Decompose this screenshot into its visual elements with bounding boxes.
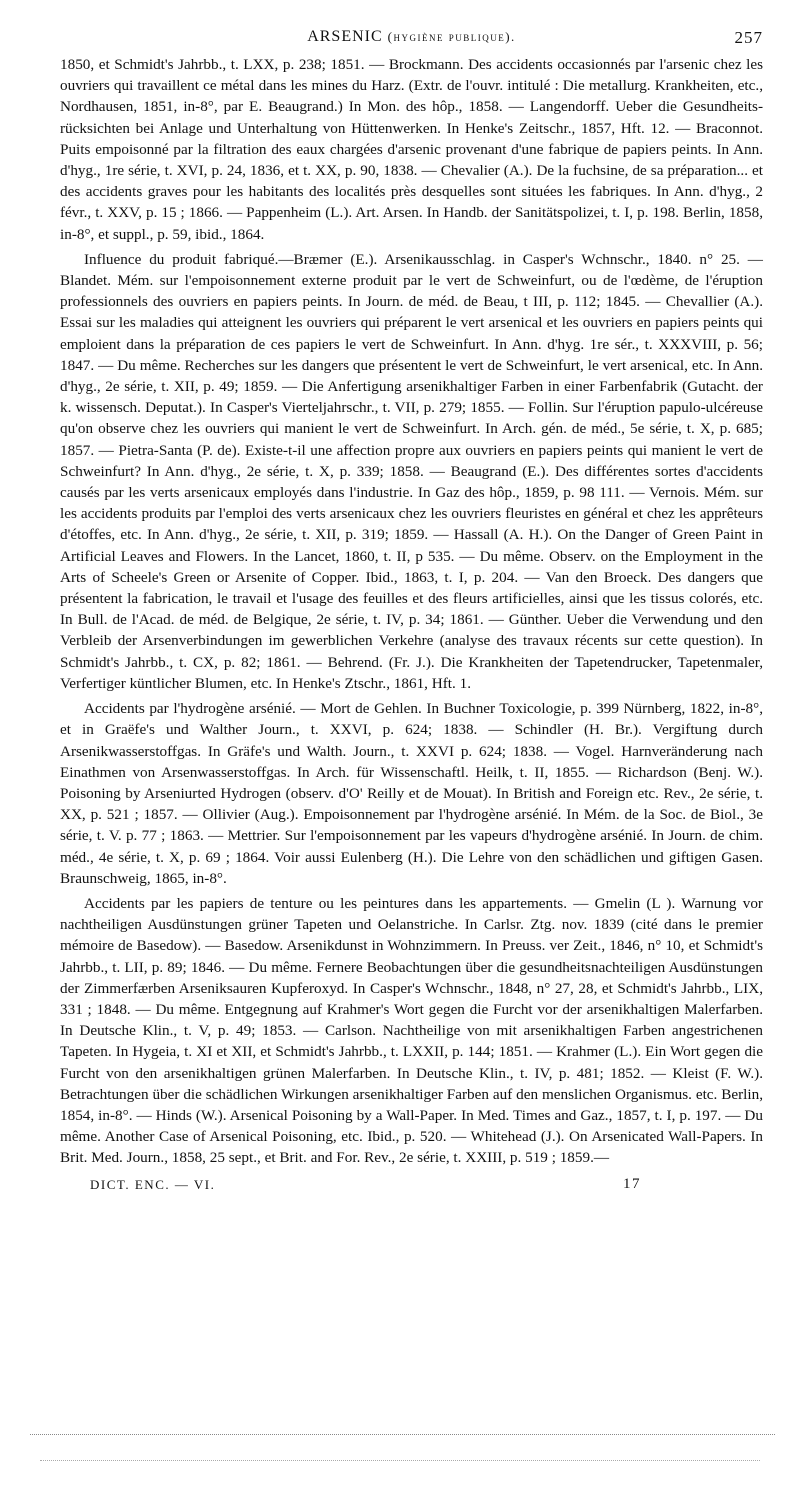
page-footer bbox=[60, 1177, 763, 1201]
running-title-sub: (hygiène publique). bbox=[387, 29, 516, 44]
running-title bbox=[60, 28, 763, 46]
page-number: 257 bbox=[734, 28, 763, 47]
scan-dotted-rule bbox=[30, 1434, 775, 1435]
scan-dotted-rule-lower bbox=[40, 1460, 760, 1461]
sheet-number: 17 bbox=[623, 1175, 641, 1192]
paragraph-produit-fabrique: Influence du produit fabriqué.—Bræmer (E.). Arsenikausschlag. in Casper's Wchnschr., 1840. n° 25. — Blandet. Mém. sur l'empoisonnement externe produit par le vert de Schweinfurt, ou de l'œdème, de l'éruption professionnels des ouvriers en papiers peints. In Journ. de méd. de Beau, t III, p. 112; 1845. — Chevallier (A.). Essai sur les maladies qui atteignent les ouvriers qui préparent le vert arsenical et les ouvriers en papiers peints qui emploient dans la préparation de ces papiers le vert de Schweinfurt. In Ann. d'hyg. 1re sér., t. XXXVIII, p. 56; 1847. — Du même. Recherches sur les dangers que présentent le vert de Schweinfurt, le vert arsenical, etc. In Ann. d'hyg., 2e série, t. XII, p. 49; 1859. — Die Anfertigung arsenikhaltiger Farben in einer Farbenfabrik (Gutacht. der k. wissensch. Deputat.). In Casper's Vierteljahrschr., t. VII, p. 279; 1855. — Follin. Sur l'éruption papulo-ulcéreuse qu'on observe chez les ouvriers qui manient le vert de Schweinfurt. In Arch. gén. de méd., 5e série, t. X, p. 685; 1857. — Pietra-Santa (P. de). Existe-t-il une affection propre aux ouvriers en papiers peints qui manient le vert de Schweinfurt? In Ann. d'hyg., 2e série, t. X, p. 339; 1858. — Beaugrand (E.). Des différentes sortes d'accidents causés par les verts arsenicaux employés dans l'industrie. In Gaz des hôp., 1859, p. 98 111. — Vernois. Mém. sur les accidents produits par l'emploi des verts arsenicaux chez les ouvriers fleuristes en général et chez les apprêteurs d'étoffes, etc. In Ann. d'hyg., 2e série, t. XII, p. 319; 1859. — Hassall (A. H.). On the Danger of Green Paint in Artificial Leaves and Flowers. In the Lancet, 1860, t. II, p 535. — Du même. Observ. on the Employment in the Arts of Scheele's Green or Arsenite of Copper. Ibid., 1863, t. I, p. 204. — Van den Broeck. Des dangers que présentent la fabrication, le travail et l'usage des feuilles et des fleurs artificielles, ainsi que les tissus colorés, etc. In Bull. de l'Acad. de méd. de Belgique, 2e série, t. IV, p. 34; 1861. — Günther. Ueber die Verwendung und den Verbleib der Arsenverbindungen im gewerblichen Verkehre (analyse des travaux récents sur cette question). In Schmidt's Jahrbb., t. CX, p. 82; 1861. — Behrend. (Fr. J.). Die Krankheiten der Tapetendrucker, Tapetenmaler, Verfertiger küntlicher Blumen, etc. In Henke's Ztschr., 1861, Hft. 1. bbox=[60, 250, 763, 692]
document-page bbox=[60, 28, 763, 1201]
paragraph-papiers-tenture: Accidents par les papiers de tenture ou les peintures dans les appartements. — Gmelin (L ). Warnung vor nachtheiligen Ausdünstungen grüner Tapeten und Oelanstriche. In Carlsr. Ztg. nov. 1839 (cité dans le premier mémoire de Basedow). — Basedow. Arsenikdunst in Wohnzimmern. In Preuss. ver Zeit., 1846, n° 10, et Schmidt's Jahrbb., t. LII, p. 89; 1846. — Du même. Fernere Beobachtungen über die gesundheitsnachteiligen Ausdünstungen der Zimmerfærben Arseniksauren Kupferoxyd. In Casper's Wchnschr., 1848, n° 27, 28, et Schmidt's Jahrbb., LIX, 331 ; 1848. — Du même. Entgegnung auf Krahmer's Wort gegen die Furcht vor der arsenikhaltigen Malerfarben. In Deutsche Klin., t. V, p. 49; 1853. — Carlson. Nachtheilige von mit arsenikhaltigen Farben angestrichenen Tapeten. In Hygeia, t. XI et XII, et Schmidt's Jahrbb., t. LXXII, p. 144; 1851. — Krahmer (L.). Ein Wort gegen die Furcht von den arsenikhaltigen grünen Malerfarben. In Deutsche Klin., t. IV, p. 481; 1852. — Kleist (F. W.). Betrachtungen über die schädlichen Wirkungen arsenikhaltiger Farben auf den menslichen Organismus. etc. Berlin, 1854, in-8°. — Hinds (W.). Arsenical Poisoning by a Wall-Paper. In Med. Times and Gaz., 1857, t. I, p. 197. — Du même. Another Case of Arsenical Poisoning, etc. Ibid., p. 520. — Whitehead (J.). On Arsenicated Wall-Papers. In Brit. Med. Journ., 1858, 25 sept., et Brit. and For. Rev., 2e série, t. XXIII, p. 519 ; 1859.— bbox=[60, 894, 763, 1167]
paragraph-hydrogene-arsenie: Accidents par l'hydrogène arsénié. — Mort de Gehlen. In Buchner Toxicologie, p. 399 Nürnberg, 1822, in-8°, et in Graëfe's und Walther Journ., t. XXVI, p. 624; 1838. — Schindler (H. Br.). Vergiftung durch Arsenikwasserstoffgas. In Gräfe's und Walth. Journ., t. XXVI p. 624; 1838. — Vogel. Harnveränderung nach Einathmen von Arsenwasserstoffgas. In Arch. für Wissenschaftl. Heilk, t. II, 1855. — Richardson (Benj. W.). Poisoning by Arseniurted Hydrogen (observ. d'O' Reilly et de Mouat). In British and Foreign etc. Rev., 2e série, t. XX, p. 521 ; 1857. — Ollivier (Aug.). Empoisonnement par l'hydrogène arsénié. In Mém. de la Soc. de Biol., 3e série, t. V. p. 77 ; 1863. — Mettrier. Sur l'empoisonnement par les vapeurs d'hydrogène arsénié. In Journ. de chim. méd., 4e série, t. X, p. 69 ; 1864. Voir aussi Eulenberg (H.). Die Lehre von den schädlichen und giftigen Gasen. Braunschweig, 1865, in-8°. bbox=[60, 700, 763, 887]
paragraph-continued: 1850, et Schmidt's Jahrbb., t. LXX, p. 238; 1851. — Brockmann. Des accidents occasionnés par l'arsenic chez les ouvriers qui travaillent ce métal dans les mines du Harz. (Extr. de l'ouvr. intitulé : Die metallurg. Krankheiten, etc., Nordhausen, 1851, in-8°, par E. Beaugrand.) In Mon. des hôp., 1858. — Langendorff. Ueber die Gesundheits-rücksichten bei Anlage und Unterhaltung von Hüttenwerken. In Henke's Zeitschr., 1857, Hft. 12. — Braconnot. Puits empoisonné par la filtration des eaux chargées d'arsenic provenant d'une fabrique de papiers peints. In Ann. d'hyg., 1re série, t. XVI, p. 24, 1836, et t. XX, p. 90, 1838. — Chevalier (A.). De la fuchsine, de sa préparation... et des accidents graves pour les habitants des localités près desquelles sont situées les fabriques. In Ann. d'hyg., 2 févr., t. XXV, p. 15 ; 1866. — Pappenheim (L.). Art. Arsen. In Handb. der Sanitätspolizei, t. I, p. 198. Berlin, 1858, in-8°, et suppl., p. 59, ibid., 1864. bbox=[60, 56, 763, 243]
body-text bbox=[60, 54, 763, 1169]
running-header bbox=[60, 28, 763, 54]
signature-mark: DICT. ENC. — VI. bbox=[90, 1176, 216, 1192]
running-title-main: ARSENIC bbox=[307, 28, 383, 45]
